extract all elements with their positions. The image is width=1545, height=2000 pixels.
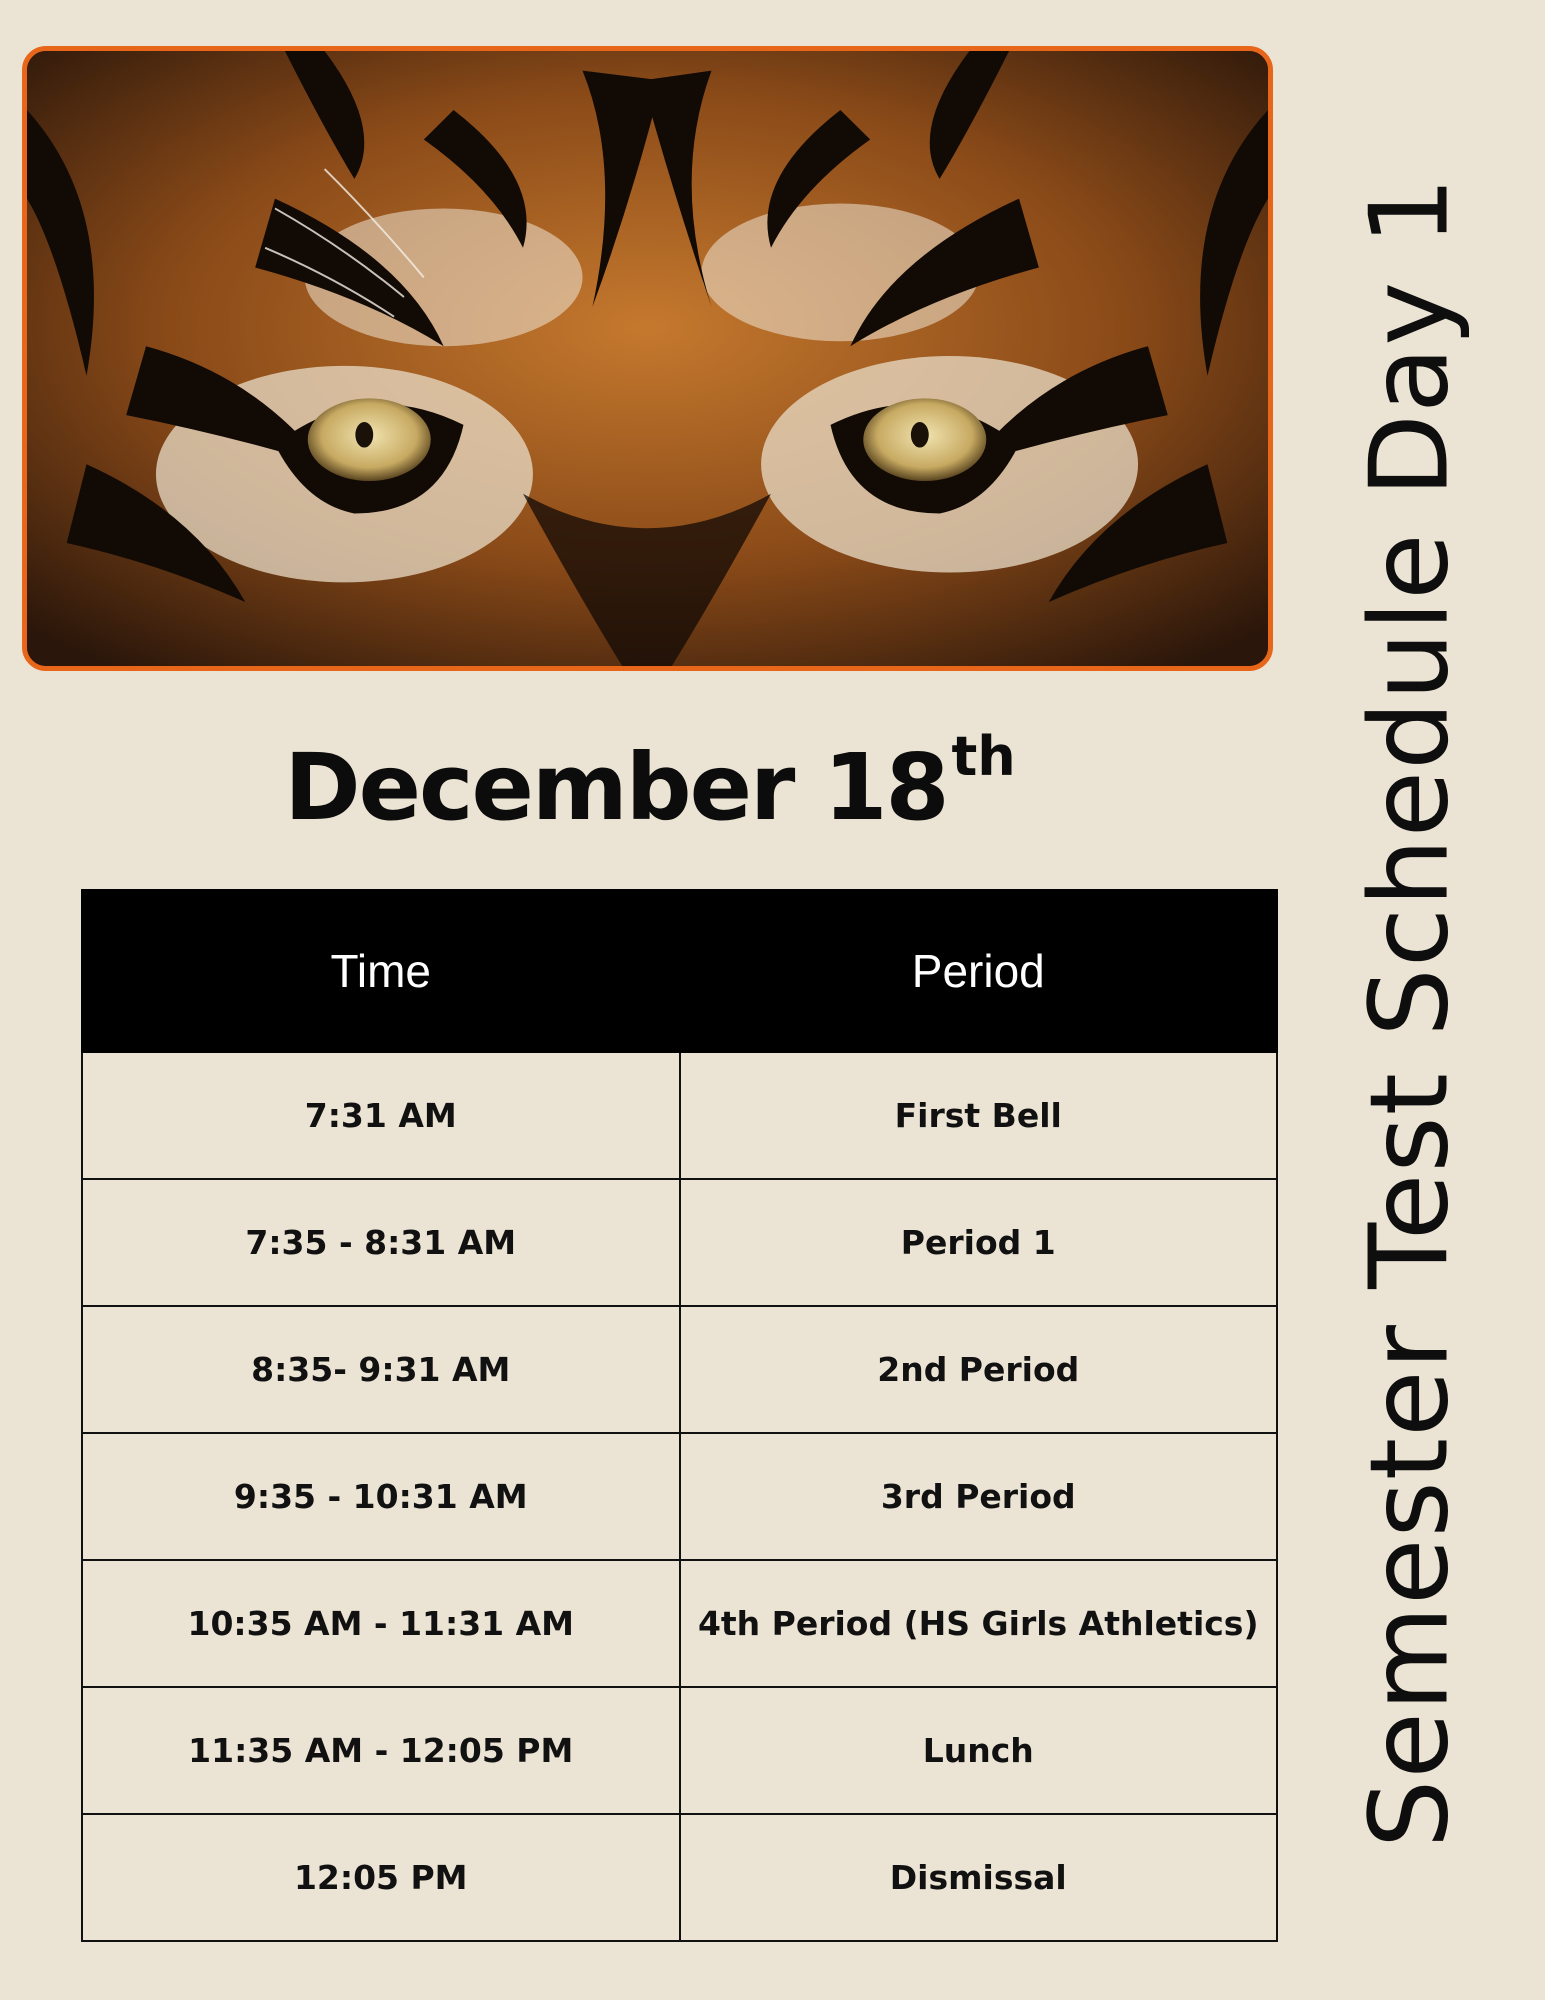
time-cell: 8:35- 9:31 AM	[82, 1306, 680, 1433]
time-cell: 7:35 - 8:31 AM	[82, 1179, 680, 1306]
period-cell: Lunch	[680, 1687, 1278, 1814]
date-suffix: th	[951, 725, 1016, 788]
period-cell: Period 1	[680, 1179, 1278, 1306]
time-cell: 10:35 AM - 11:31 AM	[82, 1560, 680, 1687]
table-header-row	[82, 890, 1277, 1052]
column-header-time: Time	[82, 890, 680, 1052]
table-row	[82, 1052, 1277, 1179]
time-cell: 7:31 AM	[82, 1052, 680, 1179]
date-heading	[0, 725, 1300, 841]
table-row	[82, 1560, 1277, 1687]
period-cell: First Bell	[680, 1052, 1278, 1179]
time-cell: 12:05 PM	[82, 1814, 680, 1941]
period-cell: 2nd Period	[680, 1306, 1278, 1433]
period-cell: 3rd Period	[680, 1433, 1278, 1560]
tiger-hero-image	[22, 46, 1273, 671]
schedule-table	[81, 889, 1278, 1942]
period-cell: 4th Period (HS Girls Athletics)	[680, 1560, 1278, 1687]
time-cell: 9:35 - 10:31 AM	[82, 1433, 680, 1560]
table-row	[82, 1179, 1277, 1306]
table-row	[82, 1433, 1277, 1560]
time-cell: 11:35 AM - 12:05 PM	[82, 1687, 680, 1814]
table-row	[82, 1306, 1277, 1433]
table-row	[82, 1814, 1277, 1941]
period-cell: Dismissal	[680, 1814, 1278, 1941]
column-header-period: Period	[680, 890, 1278, 1052]
tiger-face-illustration	[27, 51, 1268, 666]
date-main: December 18	[284, 734, 948, 841]
vertical-schedule-title: Semester Test Schedule Day 1	[1347, 175, 1473, 1849]
table-row	[82, 1687, 1277, 1814]
